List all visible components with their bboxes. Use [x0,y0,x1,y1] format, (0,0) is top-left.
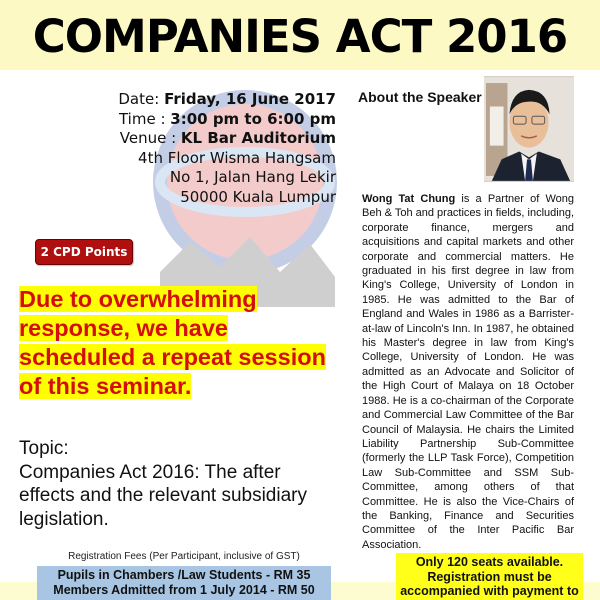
notice-line: of this seminar. [19,373,192,399]
address-line: 50000 Kuala Lumpur [180,187,336,206]
seminar-topic [19,437,349,531]
event-date: Date: Friday, 16 June 2017 [118,90,336,108]
notice-line: scheduled a repeat session [19,344,326,370]
topic-line: Companies Act 2016: The after [19,461,281,483]
speaker-heading: About the Speaker [358,89,482,105]
seats-line: accompanied with payment to [400,584,579,598]
speaker-portrait-icon [484,76,574,182]
seats-line: Registration must be [427,569,552,584]
notice-line: Due to overwhelming [19,286,257,312]
notice-line: response, we have [19,315,228,341]
speaker-photo [484,76,574,182]
header-banner [0,0,600,70]
cpd-points-badge: 2 CPD Points [35,239,133,265]
event-time: Time : 3:00 pm to 6:00 pm [118,109,336,128]
topic-line: effects and the relevant subsidiary [19,485,307,506]
event-details [118,90,336,207]
fee-row: Pupils in Chambers /Law Students - RM 35 [57,568,311,582]
fees-table [37,566,331,600]
speaker-name: Wong Tat Chung [362,193,456,205]
speaker-bio [362,192,574,552]
topic-line: legislation. [19,508,109,530]
topic-label: Topic: [19,438,69,459]
event-venue: Venue : KL Bar Auditorium [119,129,336,147]
address-line: No 1, Jalan Hang Lekir [169,168,336,186]
seats-line: Only 120 seats available. [415,555,564,569]
address-line: 4th Floor Wisma Hangsam [138,148,336,167]
speaker-bio-text: is a Partner of Wong Beh & Toh and practices in fields, including, corporate finance, mergers and acquisitions and capital markets and other corporate and commercial matters. He graduated in his first degree in law from King's College, University of London in 1985. He was admitted to the Bar of England and Wales in 1986 as a Barrister-at-law of Lincoln's Inn. In 1987, he obtained his Master's degree in law from King's College, University of London. He was admitted as an Advocate and Solicitor of the High Court of Malaya on 18 October 1988. He is a co-chairman of the Corporate and Commercial Law Committee of the Bar Council of Malaysia. He chairs the Limited Liability Partnership Sub-Committee (formerly the LLP Task Force), Competition Law Sub-Committee and SSM Sub-Committee, among others of that Committee. He is also the Vice-Chairs of the Banking, Finance and Securities Committee of the Inter Pacific Bar Association. [362,193,574,551]
fees-caption: Registration Fees (Per Participant, inclusive of GST) [68,551,300,562]
page-title: COMPANIES ACT 2016 [32,10,568,63]
repeat-session-notice [19,285,349,401]
fee-row: Members Admitted from 1 July 2014 - RM 50 [53,583,315,597]
seats-notice [396,553,583,600]
